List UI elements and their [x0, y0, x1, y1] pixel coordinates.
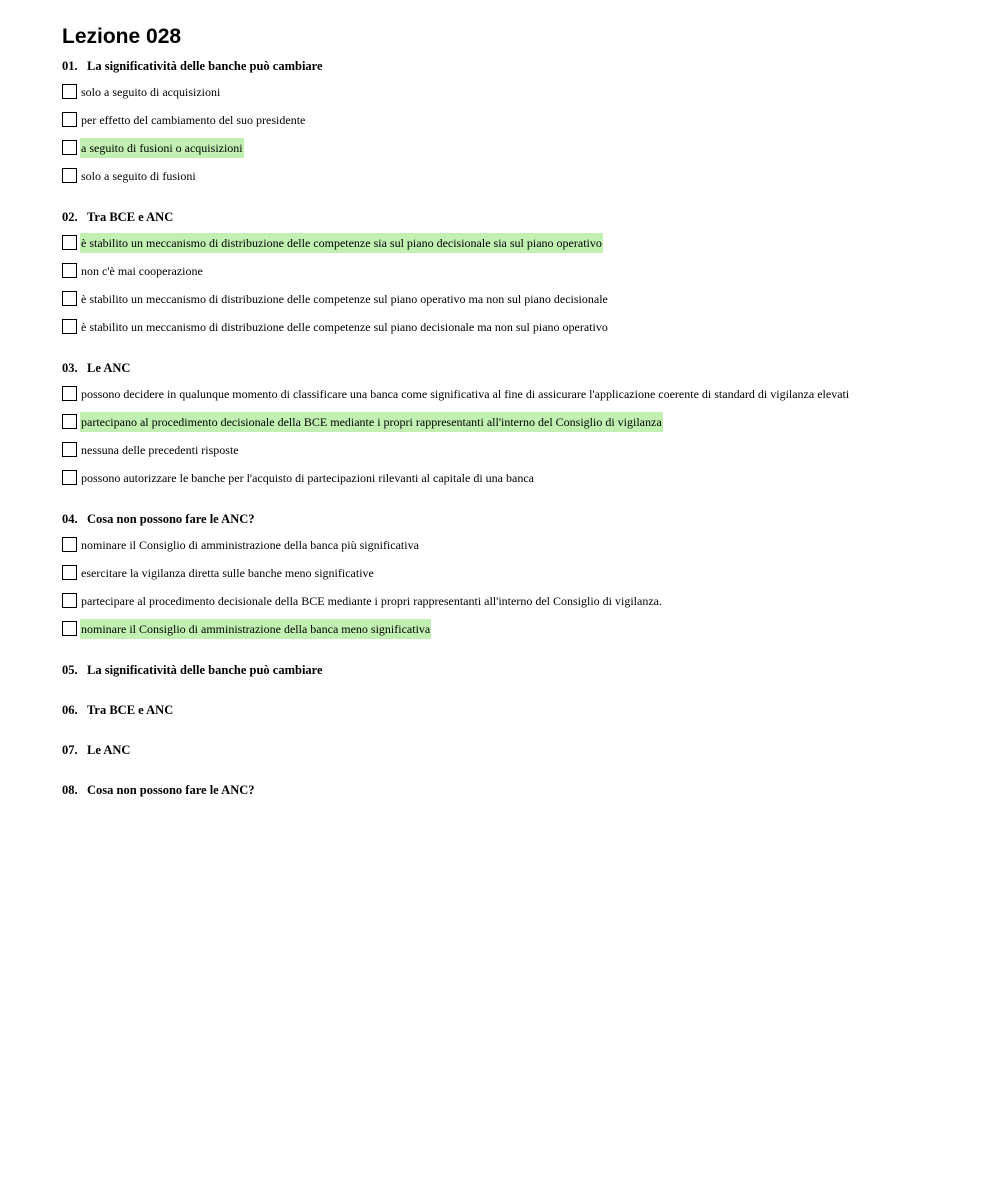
- answer-label: è stabilito un meccanismo di distribuzione delle competenze sul piano operativo ma non sul piano decisionale: [81, 292, 608, 306]
- answer-option[interactable]: [62, 412, 982, 432]
- question-heading: [62, 510, 982, 528]
- question-block: [62, 781, 982, 799]
- answer-label: possono decidere in qualunque momento di classificare una banca come significativa al fine di assicurare l'applicazione coerente di standard di vigilanza elevati: [81, 387, 850, 401]
- question-block: [62, 661, 982, 679]
- question-number: 06.: [62, 703, 78, 717]
- answer-label: esercitare la vigilanza diretta sulle banche meno significative: [81, 566, 374, 580]
- answer-label: nominare il Consiglio di amministrazione della banca più significativa: [81, 538, 419, 552]
- question-number: 07.: [62, 743, 78, 757]
- answer-checkbox[interactable]: [62, 442, 77, 457]
- answer-checkbox[interactable]: [62, 621, 77, 636]
- quiz-document: [62, 24, 982, 821]
- correct-answer-label: è stabilito un meccanismo di distribuzione delle competenze sia sul piano decisionale sia sul piano operativo: [80, 233, 603, 253]
- answer-checkbox[interactable]: [62, 470, 77, 485]
- correct-answer-label: nominare il Consiglio di amministrazione della banca meno significativa: [80, 619, 431, 639]
- question-number: 04.: [62, 512, 78, 526]
- question-text: Tra BCE e ANC: [87, 703, 174, 717]
- answer-checkbox[interactable]: [62, 84, 77, 99]
- question-number: 01.: [62, 59, 78, 73]
- answer-checkbox[interactable]: [62, 291, 77, 306]
- answer-option[interactable]: [62, 261, 982, 281]
- question-block: [62, 741, 982, 759]
- answer-option[interactable]: [62, 166, 982, 186]
- answer-option[interactable]: [62, 317, 982, 337]
- answer-option[interactable]: [62, 384, 982, 404]
- answer-checkbox[interactable]: [62, 386, 77, 401]
- question-heading: [62, 208, 982, 226]
- answer-option[interactable]: [62, 233, 982, 253]
- answer-option[interactable]: [62, 440, 982, 460]
- answer-label: è stabilito un meccanismo di distribuzione delle competenze sul piano decisionale ma non sul piano operativo: [81, 320, 608, 334]
- answer-checkbox[interactable]: [62, 235, 77, 250]
- answer-checkbox[interactable]: [62, 263, 77, 278]
- answer-option[interactable]: [62, 535, 982, 555]
- question-block: [62, 510, 982, 639]
- question-number: 08.: [62, 783, 78, 797]
- answer-checkbox[interactable]: [62, 168, 77, 183]
- answer-label: partecipare al procedimento decisionale della BCE mediante i propri rappresentanti all'interno del Consiglio di vigilanza.: [81, 594, 662, 608]
- answer-label: solo a seguito di acquisizioni: [81, 85, 221, 99]
- answer-checkbox[interactable]: [62, 319, 77, 334]
- question-number: 05.: [62, 663, 78, 677]
- answer-label: possono autorizzare le banche per l'acquisto di partecipazioni rilevanti al capitale di una banca: [81, 471, 534, 485]
- answer-option[interactable]: [62, 289, 982, 309]
- answer-option[interactable]: [62, 110, 982, 130]
- question-text: Le ANC: [87, 361, 131, 375]
- question-list: [62, 57, 982, 799]
- answer-checkbox[interactable]: [62, 414, 77, 429]
- answer-checkbox[interactable]: [62, 593, 77, 608]
- question-heading: [62, 661, 982, 679]
- correct-answer-label: partecipano al procedimento decisionale della BCE mediante i propri rappresentanti all'interno del Consiglio di vigilanza: [80, 412, 663, 432]
- answer-checkbox[interactable]: [62, 112, 77, 127]
- question-block: [62, 701, 982, 719]
- answer-option[interactable]: [62, 468, 982, 488]
- answer-option[interactable]: [62, 138, 982, 158]
- answer-checkbox[interactable]: [62, 537, 77, 552]
- question-text: La significatività delle banche può cambiare: [87, 59, 323, 73]
- question-block: [62, 57, 982, 186]
- page-title: Lezione 028: [62, 25, 182, 48]
- question-text: Tra BCE e ANC: [87, 210, 174, 224]
- answer-label: solo a seguito di fusioni: [81, 169, 196, 183]
- question-number: 02.: [62, 210, 78, 224]
- question-heading: [62, 701, 982, 719]
- question-heading: [62, 781, 982, 799]
- answer-option[interactable]: [62, 563, 982, 583]
- answer-label: per effetto del cambiamento del suo presidente: [81, 113, 306, 127]
- correct-answer-label: a seguito di fusioni o acquisizioni: [80, 138, 244, 158]
- answer-label: nessuna delle precedenti risposte: [81, 443, 239, 457]
- answer-checkbox[interactable]: [62, 565, 77, 580]
- question-heading: [62, 741, 982, 759]
- question-text: La significatività delle banche può cambiare: [87, 663, 323, 677]
- question-number: 03.: [62, 361, 78, 375]
- answer-option[interactable]: [62, 619, 982, 639]
- answer-option[interactable]: [62, 82, 982, 102]
- question-block: [62, 359, 982, 488]
- question-heading: [62, 359, 982, 377]
- answer-option[interactable]: [62, 591, 982, 611]
- answer-label: non c'è mai cooperazione: [81, 264, 203, 278]
- question-text: Cosa non possono fare le ANC?: [87, 512, 255, 526]
- question-text: Cosa non possono fare le ANC?: [87, 783, 255, 797]
- answer-checkbox[interactable]: [62, 140, 77, 155]
- question-heading: [62, 57, 982, 75]
- question-text: Le ANC: [87, 743, 131, 757]
- question-block: [62, 208, 982, 337]
